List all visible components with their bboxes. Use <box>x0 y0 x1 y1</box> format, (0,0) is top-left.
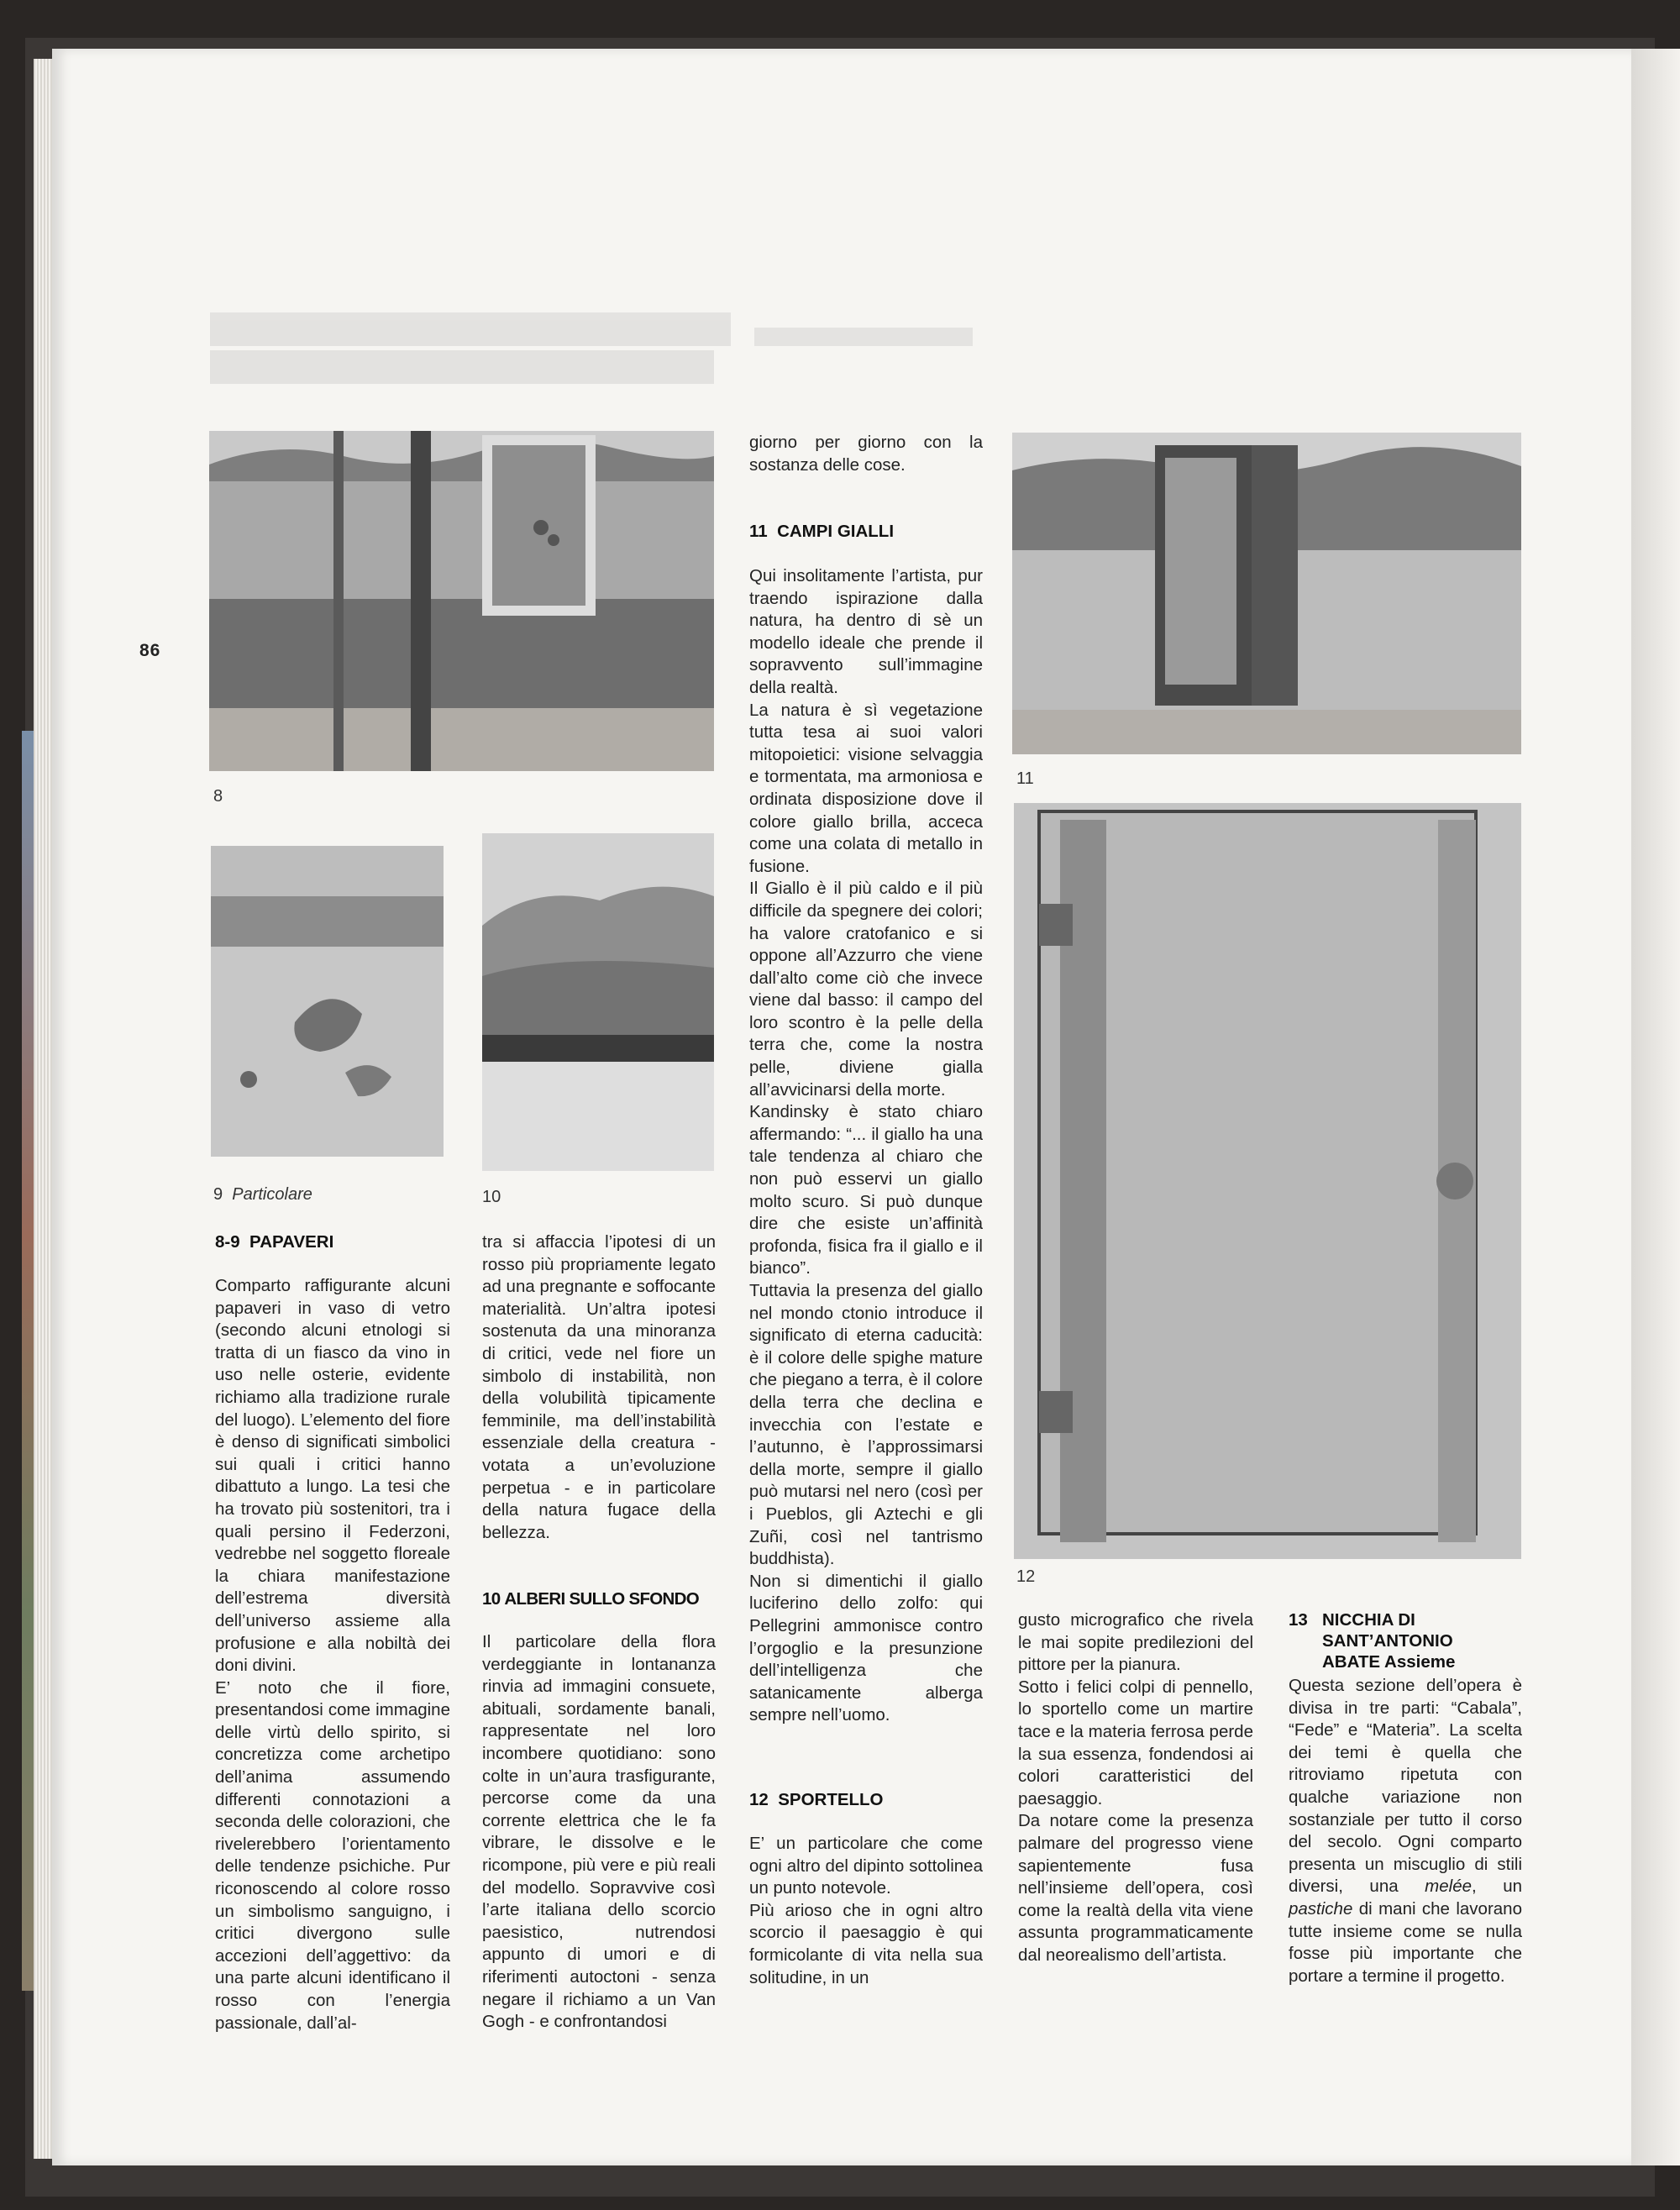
figure-8-image <box>209 431 714 771</box>
figure-8-caption: 8 <box>213 787 223 806</box>
section-12-continuation-2: Sotto i felici colpi di pennello, lo sportello come un martire tace e la materia ferrosa perde la sua essenza, fondendosi ai colori caratteristici del paesaggio. <box>1018 1677 1253 1808</box>
section-13-para <box>1289 1675 1522 1987</box>
figure-11-caption: 11 <box>1016 769 1034 788</box>
section-13-text-pre: Questa sezione dell’opera è divisa in tre parti: “Cabala”, “Fede” e “Materia”. La scelta dei temi è quella che ritroviamo ripetuta con qualche variazione non sostanziale per tutto il corso del secolo. Ogni comparto presenta un miscuglio di stili diversi, una <box>1289 1676 1522 1897</box>
figure-11-image <box>1012 433 1521 754</box>
figure-10-caption: 10 <box>482 1188 501 1206</box>
section-13-heading <box>1289 1609 1532 1672</box>
show-through-text <box>210 312 1520 396</box>
section-10-continuation: giorno per giorno con la sostanza delle cose. <box>749 433 983 475</box>
section-10-title: ALBERI SULLO SFONDO <box>504 1589 699 1609</box>
section-12-title: SPORTELLO <box>778 1790 884 1809</box>
section-12-continuation-1: gusto micrografico che rivela le mai sopite predilezioni del pittore per la pianura. <box>1018 1610 1253 1675</box>
section-13-number: 13 <box>1289 1610 1308 1630</box>
column-3-text-c <box>749 1833 983 1989</box>
section-11-heading <box>749 521 894 543</box>
figure-9-label: Particolare <box>232 1185 312 1204</box>
column-1-text <box>215 1275 450 2034</box>
section-11-number: 11 <box>749 522 768 541</box>
section-8-9-para-2: E’ noto che il fiore, presentandosi come immagine delle virtù dello spirito, si concretizza come archetipo dell’anima assumendo differenti connotazioni a seconda delle colorazioni, che rivelerebbero l’orientamento delle tendenze psichiche. Pur riconoscendo al colore rosso un simbolismo sanguigno, i critici divergono sulle accezioni dell’aggettivo: da una parte alcuni identificano il rosso con l’energia passionale, dall’al- <box>215 1677 450 2033</box>
section-8-9-continuation: tra si affaccia l’ipotesi di un rosso più propriamente legato ad una pregnante e soffocante materialità. Un’altra ipotesi sostenuta da una minoranza di critici, vede nel fiore un simbolo di instabilità, non della volubilità tipicamente femminile, ma dell’instabilità essenziale della creatura - votata a un’evoluzione perpetua - e in particolare della natura fugace della bellezza. <box>482 1232 716 1542</box>
section-10-heading <box>482 1588 699 1610</box>
section-11-title: CAMPI GIALLI <box>777 522 895 541</box>
section-11-para-6: Non si dimentichi il giallo luciferino dello zolfo: qui Pellegrini ammonisce contro l’orgoglio e la presunzione dell’intelligenza che satanicamente alberga sempre nell’uomo. <box>749 1571 983 1725</box>
figure-12-caption: 12 <box>1016 1567 1036 1586</box>
facing-page-edge <box>1625 49 1680 2165</box>
section-11-para-4: Kandinsky è stato chiaro affermando: “... il giallo ha una tale tendenza al chiaro che non può esservi un giallo molto scuro. Si può dunque dire che esiste un’affinità profonda, fisica fra il giallo e il bianco”. <box>749 1102 983 1278</box>
column-4-text <box>1018 1609 1253 1967</box>
figure-12-image <box>1014 803 1521 1559</box>
figure-9-image <box>211 846 444 1157</box>
section-13-title-line1: NICCHIA DI <box>1322 1610 1415 1630</box>
section-13-text-post: di mani che lavorano tutte insieme come se nulla fosse più importante che portare a termine il progetto. <box>1289 1898 1522 1986</box>
column-2-text-b <box>482 1631 716 2034</box>
section-13-title-line2: SANT’ANTONIO <box>1322 1631 1453 1651</box>
section-10-para: Il particolare della flora verdeggiante in lontananza rinvia ad immagini consuete, abituali, sordamente banali, rappresentate nel loro incombere quotidiano: sono colte in un’aura trasfigurante, percorse come da una corrente elettrica che le fa vibrare, le dissolve e le ricompone, più vere e più reali del modello. Sopravvive così l’arte italiana dello scorcio paesistico, nutrendosi appunto di umori e di riferimenti autoctoni - senza negare il richiamo a un Van Gogh - e confrontandosi <box>482 1632 716 2032</box>
section-8-9-heading <box>215 1231 333 1253</box>
column-5-text <box>1289 1675 1522 1987</box>
column-2-text-a <box>482 1231 716 1544</box>
section-13-text-pastiche: pastiche <box>1289 1898 1353 1919</box>
section-8-9-title: PAPAVERI <box>249 1232 334 1252</box>
figure-10-image <box>482 833 714 1171</box>
section-11-para-3: Il Giallo è il più caldo e il più difficile da spegnere dei colori; ha valore cratofanico e si oppone all’Azzurro che viene dall’alto come ciò che invece viene dal basso: il campo del loro scontro è la pelle della terra che, come la nostra pelle, diviene gialla all’avvicinarsi della morte. <box>749 879 983 1100</box>
section-12-heading <box>749 1789 884 1811</box>
section-11-para-1: Qui insolitamente l’artista, pur traendo ispirazione dalla natura, ha dentro di sè un modello ideale che prende il sopravvento sull’immagine della realtà. <box>749 566 983 697</box>
section-11-para-2: La natura è sì vegetazione tutta tesa ai suoi valori mitopoietici: visione selvaggia e tormentata, ma armoniosa e ordinata disposizione dove il colore giallo brilla, acceca come una colata di metallo in fusione. <box>749 700 983 876</box>
section-8-9-para-1: Comparto raffigurante alcuni papaveri in vaso di vetro (secondo alcuni etnologi si tratta di un fiasco da vino in uso nelle osterie, evidente richiamo alla tradizione rurale del luogo). L’elemento del fiore è denso di significati simbolici sui quali i critici hanno dibattuto a lungo. La tesi che ha trovato più sostenitori, tra i quali persino il Federzoni, vedrebbe nel soggetto floreale la chiara manifestazione dell’estrema diversità dell’universo assieme alla profusione e alla nobiltà dei doni divini. <box>215 1276 450 1676</box>
section-11-para-5: Tuttavia la presenza del giallo nel mondo ctonio introduce il significato di eterna caducità: è il colore delle spighe mature che piegano a terra, è il colore della terra che declina e invecchia con l’estate e l’autunno, è l’approssimarsi della morte, sempre il giallo può mutarsi nel nero (così per i Pueblos, gli Aztechi e gli Zuñi, così nel tantrismo buddhista). <box>749 1281 983 1569</box>
section-12-continuation-3: Da notare come la presenza palmare del progresso viene sapientemente fusa nell’insieme dell’opera, così come la realtà della vita viene assunta programmaticamente dal neorealismo dell’artista. <box>1018 1811 1253 1965</box>
section-12-para-1: E’ un particolare che come ogni altro del dipinto sottolinea un punto notevole. <box>749 1834 983 1898</box>
section-13-text-melee: melée <box>1425 1877 1472 1897</box>
section-13-title-line3: ABATE Assieme <box>1322 1652 1456 1672</box>
column-3-text-b <box>749 565 983 1727</box>
column-3-text-a <box>749 432 983 476</box>
section-12-number: 12 <box>749 1790 769 1809</box>
section-10-number: 10 <box>482 1589 501 1609</box>
figure-9-caption <box>213 1185 312 1205</box>
section-8-9-number: 8-9 <box>215 1232 240 1252</box>
page-number: 86 <box>139 641 161 660</box>
section-13-text-mid: , un <box>1472 1877 1523 1897</box>
section-12-para-2: Più arioso che in ogni altro scorcio il paesaggio è qui formicolante di vita nella sua solitudine, in un <box>749 1900 983 1987</box>
figure-9-number: 9 <box>213 1185 223 1204</box>
